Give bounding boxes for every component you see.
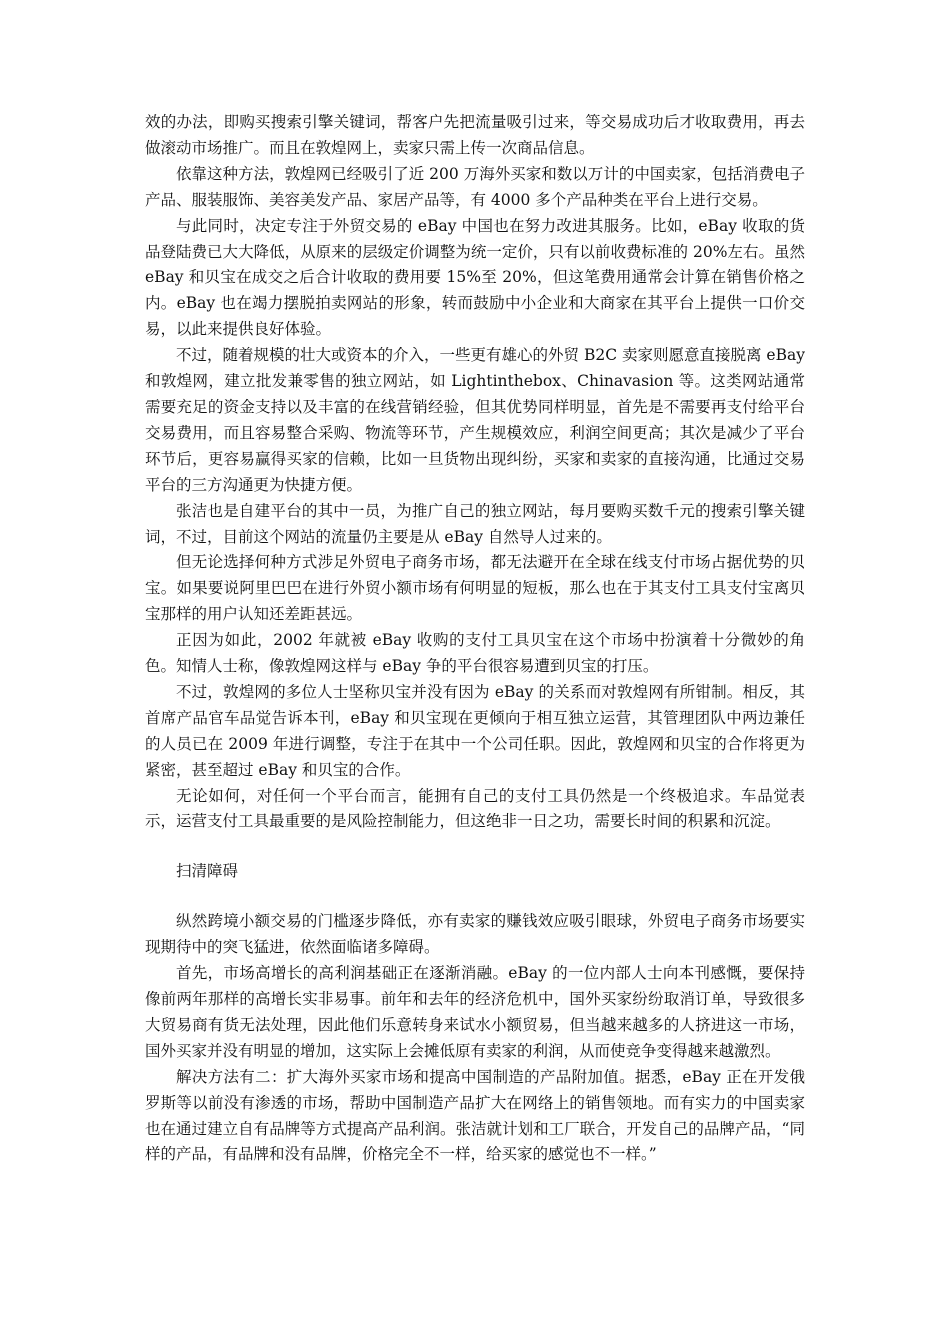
paragraph-profit-decline: 首先，市场高增长的高利润基础正在逐渐消融。eBay 的一位内部人士向本刊感慨，要保持像前两年那样的高增长实非易事。前年和去年的经济危机中，国外买家纷纷取消订单，导致很多大贸易商有货无法处理，因此他们乐意转身来试水小额贸易，但当越来越多的人挤进这一市场，国外买家并没有明显的增加，这实际上会摊低原有卖家的利润，从而使竞争变得越来越激烈。 xyxy=(145,964,805,1060)
document-page xyxy=(145,110,805,1168)
paragraph-ebay-china: 与此同时，决定专注于外贸交易的 eBay 中国也在努力改进其服务。比如，eBay 收取的货品登陆费已大大降低，从原来的层级定价调整为统一定价，只有以前收费标准的 20%左右。虽然 eBay 和贝宝在成交之后合计收取的费用要 15%至 20%，但这笔费用通常会计算在销售价格之内。eBay 也在竭力摆脱拍卖网站的形象，转而鼓励中小企业和大商家在其平台上提供一口价交易，以此来提供良好体验。 xyxy=(145,216,805,339)
paragraph-paypal-role: 正因为如此，2002 年就被 eBay 收购的支付工具贝宝在这个市场中扮演着十分微妙的角色。知情人士称，像敦煌网这样与 eBay 争的平台很容易遭到贝宝的打压。 xyxy=(145,631,805,676)
paragraph-solutions: 解决方法有二：扩大海外买家市场和提高中国制造的产品附加值。据悉，eBay 正在开发俄罗斯等以前没有渗透的市场，帮助中国制造产品扩大在网络上的销售领地。而有实力的中国卖家也在通过建立自有品牌等方式提高产品利润。张洁就计划和工厂联合，开发自己的品牌产品，“同样的产品，有品牌和没有品牌，价格完全不一样，给买家的感觉也不一样。” xyxy=(145,1067,805,1164)
paragraph-payment-tool: 无论如何，对任何一个平台而言，能拥有自己的支付工具仍然是一个终极追求。车品觉表示，运营支付工具最重要的是风险控制能力，但这绝非一日之功，需要长时间的积累和沉淀。 xyxy=(145,786,805,831)
paragraph-paypal-advantage: 但无论选择何种方式涉足外贸电子商务市场，都无法避开在全球在线支付市场占据优势的贝宝。如果要说阿里巴巴在进行外贸小额市场有何明显的短板，那么也在于其支付工具支付宝离贝宝那样的用户认知还差距甚远。 xyxy=(145,553,805,624)
paragraph-zhang-jie: 张洁也是自建平台的其中一员，为推广自己的独立网站，每月要购买数千元的搜索引擎关键词，不过，目前这个网站的流量仍主要是从 eBay 自然导人过来的。 xyxy=(145,501,805,546)
paragraph-dhgate-growth: 依靠这种方法，敦煌网已经吸引了近 200 万海外买家和数以万计的中国卖家，包括消费电子产品、服装服饰、美容美发产品、家居产品等，有 4000 多个产品种类在平台上进行交易。 xyxy=(145,164,805,209)
paragraph-obstacles-intro: 纵然跨境小额交易的门槛逐步降低，亦有卖家的赚钱效应吸引眼球，外贸电子商务市场要实现期待中的突飞猛进，依然面临诸多障碍。 xyxy=(145,912,805,957)
paragraph-dhgate-paypal: 不过，敦煌网的多位人士坚称贝宝并没有因为 eBay 的关系而对敦煌网有所钳制。相反，其首席产品官车品觉告诉本刊，eBay 和贝宝现在更倾向于相互独立运营，其管理团队中两边兼任的人员已在 2009 年进行调整，专注于在其中一个公司任职。因此，敦煌网和贝宝的合作将更为紧密，甚至超过 eBay 和贝宝的合作。 xyxy=(145,682,805,779)
section-heading: 扫清障碍 xyxy=(176,862,239,881)
paragraph-independent-sites: 不过，随着规模的壮大或资本的介入，一些更有雄心的外贸 B2C 卖家则愿意直接脱离 eBay 和敦煌网，建立批发兼零售的独立网站，如 Lightinthebox、Chinavasion 等。这类网站通常需要充足的资金支持以及丰富的在线营销经验，但其优势同样明显，首先是不需要再支付给平台交易费用，而且容易整合采购、物流等环节，产生规模效应，利润空间更高；其次是减少了平台环节后，更容易赢得买家的信赖，比如一旦货物出现纠纷，买家和卖家的直接沟通，比通过交易平台的三方沟通更为快捷方便。 xyxy=(145,346,805,494)
paragraph-continued: 效的办法，即购买搜索引擎关键词，帮客户先把流量吸引过来，等交易成功后才收取费用，再去做滚动市场推广。而且在敦煌网上，卖家只需上传一次商品信息。 xyxy=(145,113,805,157)
